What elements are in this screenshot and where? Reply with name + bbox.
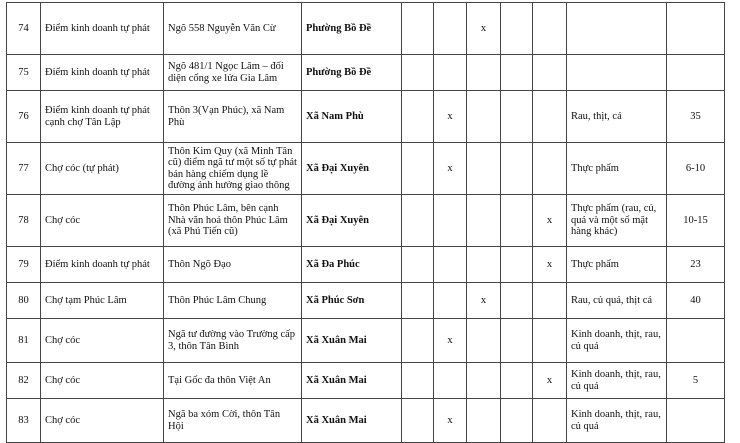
ward-name: Xã Xuân Mai [302, 399, 402, 443]
ward-name: Xã Xuân Mai [302, 363, 402, 399]
mark-cell: x [434, 91, 467, 143]
row-number: 74 [7, 3, 41, 55]
market-name: Chợ cóc [41, 195, 164, 247]
mark-cell [402, 195, 434, 247]
mark-cell [501, 195, 533, 247]
goods-type: Thực phẩm [567, 143, 667, 195]
goods-type [567, 3, 667, 55]
table-row [7, 55, 725, 91]
mark-cell [467, 319, 501, 363]
row-number: 77 [7, 143, 41, 195]
mark-cell: x [467, 283, 501, 319]
scale-count: 6-10 [667, 143, 725, 195]
scale-count [667, 319, 725, 363]
goods-type: Kinh doanh, thịt, rau, củ quả [567, 319, 667, 363]
row-number: 81 [7, 319, 41, 363]
table-row [7, 143, 725, 195]
market-name: Chợ cóc [41, 399, 164, 443]
mark-cell [501, 319, 533, 363]
table-row [7, 319, 725, 363]
market-address: Thôn Ngõ Đạo [164, 247, 302, 283]
row-number: 76 [7, 91, 41, 143]
scale-count [667, 399, 725, 443]
table-row [7, 195, 725, 247]
goods-type [567, 55, 667, 91]
row-number: 80 [7, 283, 41, 319]
table-row [7, 247, 725, 283]
goods-type: Thực phẩm [567, 247, 667, 283]
mark-cell: x [533, 195, 567, 247]
market-name: Chợ cóc (tự phát) [41, 143, 164, 195]
goods-type: Rau, củ quả, thịt cá [567, 283, 667, 319]
table-row [7, 91, 725, 143]
mark-cell [533, 55, 567, 91]
market-address: Ngã ba xóm Cời, thôn Tân Hội [164, 399, 302, 443]
mark-cell [467, 399, 501, 443]
mark-cell [467, 91, 501, 143]
scale-count [667, 55, 725, 91]
mark-cell [402, 91, 434, 143]
market-address: Thôn Phúc Lâm Chung [164, 283, 302, 319]
mark-cell [434, 247, 467, 283]
table-row [7, 3, 725, 55]
mark-cell [467, 55, 501, 91]
ward-name: Xã Đa Phúc [302, 247, 402, 283]
ward-name: Xã Đại Xuyên [302, 143, 402, 195]
market-address: Thôn Phúc Lâm, bên cạnh Nhà văn hoá thôn Phúc Lâm (xã Phú Tiến cũ) [164, 195, 302, 247]
ward-name: Phường Bồ Đề [302, 3, 402, 55]
goods-type: Kinh doanh, thịt, rau, củ quả [567, 363, 667, 399]
ward-name: Xã Đại Xuyên [302, 195, 402, 247]
market-name: Chợ cóc [41, 319, 164, 363]
market-name: Điểm kinh doanh tự phát [41, 3, 164, 55]
market-name: Chợ cóc [41, 363, 164, 399]
row-number: 79 [7, 247, 41, 283]
mark-cell [501, 3, 533, 55]
market-address: Thôn 3(Vạn Phúc), xã Nam Phù [164, 91, 302, 143]
row-number: 75 [7, 55, 41, 91]
mark-cell [402, 3, 434, 55]
market-name: Điểm kinh doanh tự phát cạnh chợ Tân Lập [41, 91, 164, 143]
goods-type: Kinh doanh, thịt, rau, củ quả [567, 399, 667, 443]
mark-cell [467, 363, 501, 399]
scale-count [667, 3, 725, 55]
mark-cell [533, 319, 567, 363]
mark-cell [434, 283, 467, 319]
mark-cell [402, 283, 434, 319]
mark-cell [434, 195, 467, 247]
market-address: Ngõ 481/1 Ngọc Lâm – đối diện cổng xe lửa Gia Lâm [164, 55, 302, 91]
scale-count: 23 [667, 247, 725, 283]
row-number: 83 [7, 399, 41, 443]
mark-cell [467, 195, 501, 247]
table-row [7, 363, 725, 399]
mark-cell [501, 91, 533, 143]
scale-count: 5 [667, 363, 725, 399]
market-address: Ngõ 558 Nguyễn Văn Cừ [164, 3, 302, 55]
ward-name: Xã Xuân Mai [302, 319, 402, 363]
market-name: Điểm kinh doanh tự phát [41, 247, 164, 283]
mark-cell [501, 399, 533, 443]
mark-cell [402, 363, 434, 399]
market-address: Tại Gốc đa thôn Việt An [164, 363, 302, 399]
market-name: Chợ tạm Phúc Lâm [41, 283, 164, 319]
mark-cell [434, 363, 467, 399]
mark-cell [501, 363, 533, 399]
mark-cell [467, 143, 501, 195]
mark-cell [402, 143, 434, 195]
scale-count: 40 [667, 283, 725, 319]
mark-cell [533, 91, 567, 143]
mark-cell [533, 283, 567, 319]
mark-cell [501, 247, 533, 283]
mark-cell: x [533, 363, 567, 399]
mark-cell: x [533, 247, 567, 283]
ward-name: Xã Nam Phù [302, 91, 402, 143]
market-address: Thôn Kim Quy (xã Minh Tân cũ) điểm ngã tư một số tự phát bán hàng chiếm dụng lề đường ảnh hưởng giao thông [164, 143, 302, 195]
mark-cell [501, 55, 533, 91]
market-table [6, 2, 725, 443]
market-name: Điểm kinh doanh tự phát [41, 55, 164, 91]
mark-cell: x [467, 3, 501, 55]
goods-type: Rau, thịt, cá [567, 91, 667, 143]
ward-name: Xã Phúc Sơn [302, 283, 402, 319]
mark-cell [501, 143, 533, 195]
table-body [7, 3, 725, 443]
mark-cell [533, 143, 567, 195]
table-row [7, 399, 725, 443]
mark-cell [434, 55, 467, 91]
mark-cell [402, 247, 434, 283]
scale-count: 35 [667, 91, 725, 143]
mark-cell [533, 399, 567, 443]
mark-cell [467, 247, 501, 283]
mark-cell [501, 283, 533, 319]
ward-name: Phường Bồ Đề [302, 55, 402, 91]
goods-type: Thực phẩm (rau, củ, quả và một số mặt hàng khác) [567, 195, 667, 247]
mark-cell [402, 399, 434, 443]
mark-cell: x [434, 319, 467, 363]
mark-cell [434, 3, 467, 55]
market-address: Ngã tư đường vào Trường cấp 3, thôn Tân Bình [164, 319, 302, 363]
row-number: 82 [7, 363, 41, 399]
mark-cell [533, 3, 567, 55]
row-number: 78 [7, 195, 41, 247]
mark-cell [402, 319, 434, 363]
table-row [7, 283, 725, 319]
mark-cell [402, 55, 434, 91]
scale-count: 10-15 [667, 195, 725, 247]
mark-cell: x [434, 399, 467, 443]
mark-cell: x [434, 143, 467, 195]
